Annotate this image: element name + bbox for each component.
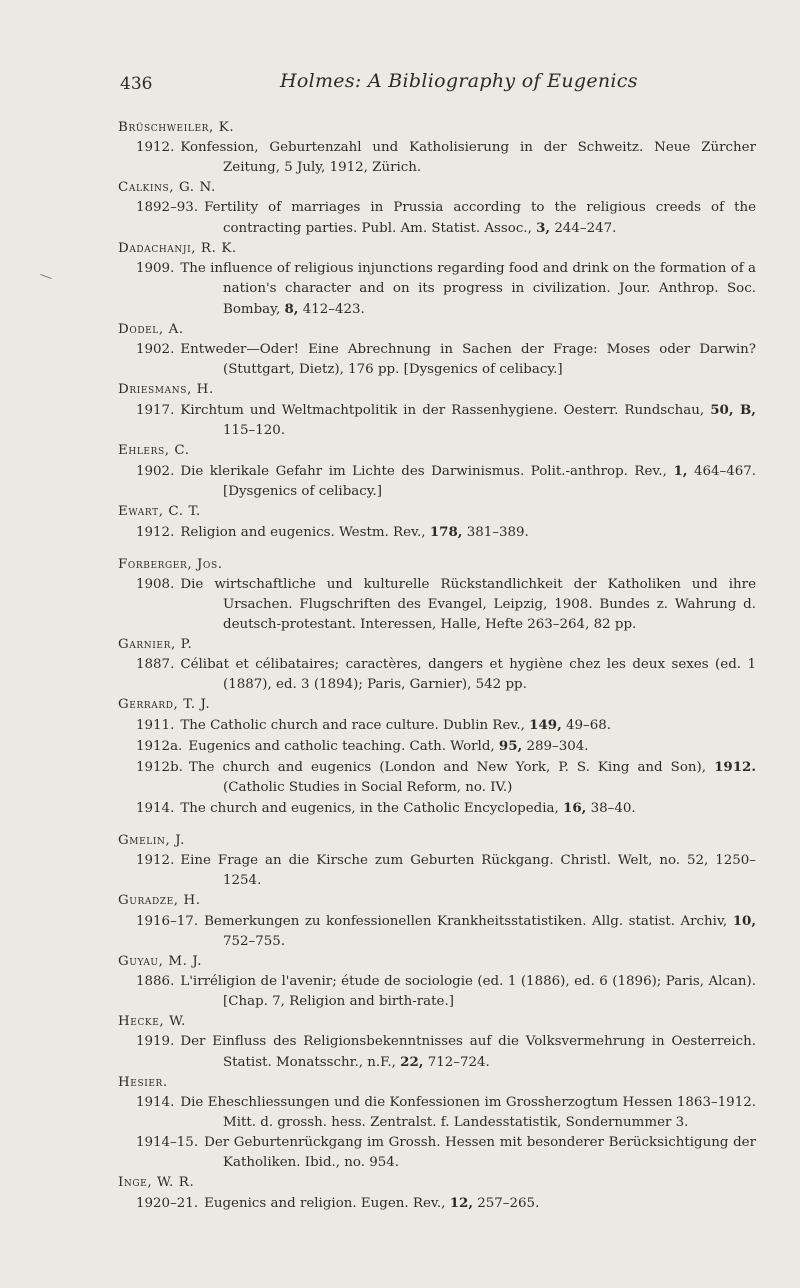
citation-volume: 178,: [429, 524, 463, 540]
entry-citation: [136, 972, 756, 1012]
entry-citation: [136, 198, 756, 239]
citation-pages: 115–120.: [223, 423, 286, 438]
bibliography-entry: [118, 831, 756, 891]
entry-author: Ehlers, C.: [118, 443, 190, 458]
citation-pages: 244–247.: [554, 221, 617, 236]
bibliography-entry: [118, 952, 756, 1012]
citation-volume: 50, B,: [710, 402, 756, 418]
citation-text: Entweder—Oder! Eine Abrechnung in Sachen der Frage: Moses oder Darwin? (Stuttgart, Dietz), 176 pp. [Dysgenics of celibacy.]: [180, 342, 756, 377]
citation-year: 1887.: [136, 657, 175, 672]
entry-author: Guradze, H.: [118, 893, 201, 908]
citation-volume: 3,: [536, 220, 551, 236]
citation-volume: 149,: [529, 717, 562, 733]
entry-citation: [136, 851, 756, 891]
citation-volume: 95,: [498, 738, 523, 754]
page-header: [120, 70, 760, 100]
citation-year: 1886.: [136, 974, 175, 989]
entry-citation: [136, 798, 756, 819]
entry-citation: [136, 461, 756, 502]
bibliography-entry: [118, 320, 756, 380]
citation-text: Der Geburtenrückgang im Grossh. Hessen mit besonderer Berücksichtigung der Katholiken. Ibid., no. 954.: [204, 1135, 756, 1170]
entry-citation: [136, 1193, 756, 1214]
citation-text: Bemerkungen zu konfessionellen Krankheitsstatistiken. Allg. statist. Archiv,: [204, 914, 728, 929]
citation-volume: 22,: [400, 1054, 424, 1070]
bibliography-entry: [118, 1073, 756, 1173]
entry-author: Hesier.: [118, 1075, 168, 1090]
bibliography-entry: [118, 555, 756, 635]
entry-citation: [136, 736, 756, 757]
entry-author: Ewart, C. T.: [118, 504, 201, 519]
citation-text: Die Eheschliessungen und die Konfessionen im Grossherzogtum Hessen 1863–1912. Mitt. d. grossh. hess. Zentralst. f. Landesstatistik, Sondernummer 3.: [180, 1095, 756, 1130]
bibliography-entries: [118, 118, 756, 1214]
citation-text: The church and eugenics, in the Catholic Encyclopedia,: [180, 801, 559, 816]
citation-pages: 752–755.: [223, 934, 286, 949]
bibliography-entry: [118, 178, 756, 239]
citation-text: Religion and eugenics. Westm. Rev.,: [180, 525, 426, 540]
citation-year: 1919.: [136, 1034, 175, 1049]
entry-author: Inge, W. R.: [118, 1175, 195, 1190]
citation-year: 1892–93.: [136, 200, 199, 215]
entry-author: Calkins, G. N.: [118, 180, 216, 195]
citation-year: 1911.: [136, 718, 175, 733]
citation-year: 1917.: [136, 403, 175, 418]
citation-text: The influence of religious injunctions regarding food and drink on the formation of a nation's character and on its progress in civilization. Jour. Anthrop. Soc. Bombay,: [180, 261, 756, 317]
citation-pages: 712–724.: [427, 1055, 490, 1070]
citation-year: 1912.: [136, 140, 175, 155]
citation-text: Eine Frage an die Kirsche zum Geburten Rückgang. Christl. Welt, no. 52, 1250–1254.: [180, 853, 756, 888]
citation-text: The church and eugenics (London and New York, P. S. King and Son),: [188, 760, 707, 775]
citation-volume: 10,: [732, 913, 756, 929]
bibliography-entry: [118, 380, 756, 441]
margin-mark: [40, 274, 52, 279]
citation-text: Eugenics and religion. Eugen. Rev.,: [204, 1196, 446, 1211]
citation-pages: 464–467. [Dysgenics of celibacy.]: [223, 464, 757, 499]
entry-author: Dadachanji, R. K.: [118, 241, 237, 256]
citation-year: 1902.: [136, 342, 175, 357]
bibliography-entry: [118, 891, 756, 952]
entry-citation: [136, 575, 756, 635]
entry-citation: [136, 400, 756, 441]
citation-year: 1902.: [136, 464, 175, 479]
citation-year: 1909.: [136, 261, 175, 276]
entry-citation: [136, 522, 756, 543]
citation-text: L'irréligion de l'avenir; étude de sociologie (ed. 1 (1886), ed. 6 (1896); Paris, Alcan). [Chap. 7, Religion and birth-rate.]: [180, 974, 756, 1009]
citation-pages: 257–265.: [477, 1196, 540, 1211]
citation-volume: 1,: [673, 463, 688, 479]
entry-citation: [136, 259, 756, 320]
citation-text: The Catholic church and race culture. Dublin Rev.,: [180, 718, 525, 733]
citation-pages: (Catholic Studies in Social Reform, no. IV.): [223, 780, 513, 795]
bibliography-entry: [118, 1173, 756, 1214]
citation-volume: 1912.: [714, 759, 756, 775]
page-number: 436: [120, 74, 153, 94]
entry-author: Garnier, P.: [118, 637, 193, 652]
citation-year: 1912.: [136, 525, 175, 540]
entry-author: Gmelin, J.: [118, 833, 185, 848]
entry-citation: [136, 138, 756, 178]
citation-text: Kirchtum und Weltmachtpolitik in der Rassenhygiene. Oesterr. Rundschau,: [180, 403, 705, 418]
entry-author: Dodel, A.: [118, 322, 184, 337]
bibliography-entry: [118, 239, 756, 320]
entry-author: Hecke, W.: [118, 1014, 187, 1029]
entry-citation: [136, 715, 756, 736]
bibliography-entry: [118, 695, 756, 819]
running-title: Holmes: A Bibliography of Eugenics: [280, 70, 638, 92]
citation-text: Konfession, Geburtenzahl und Katholisierung in der Schweitz. Neue Zürcher Zeitung, 5 July, 1912, Zürich.: [180, 140, 756, 175]
citation-text: Die wirtschaftliche und kulturelle Rückstandlichkeit der Katholiken und ihre Ursachen. Flugschriften des Evangel, Leipzig, 1908. Bundes z. Wahrung d. deutsch-protestant. Interessen, Halle, Hefte 263–264, 82 pp.: [180, 577, 756, 632]
citation-pages: 289–304.: [526, 739, 589, 754]
citation-text: Eugenics and catholic teaching. Cath. World,: [188, 739, 495, 754]
entry-citation: [136, 911, 756, 952]
citation-text: Célibat et célibataires; caractères, dangers et hygiène chez les deux sexes (ed. 1 (1887), ed. 3 (1894); Paris, Garnier), 542 pp.: [180, 657, 756, 692]
entry-citation: [136, 340, 756, 380]
citation-year: 1914.: [136, 801, 175, 816]
bibliography-entry: [118, 118, 756, 178]
citation-year: 1912b.: [136, 760, 183, 775]
entry-author: Driesmans, H.: [118, 382, 214, 397]
citation-pages: 412–423.: [302, 302, 365, 317]
entry-citation: [136, 1133, 756, 1173]
citation-year: 1914.: [136, 1095, 175, 1110]
citation-volume: 8,: [284, 301, 299, 317]
citation-volume: 16,: [563, 800, 587, 816]
entry-citation: [136, 1093, 756, 1133]
entry-author: Brüschweiler, K.: [118, 120, 235, 135]
entry-citation: [136, 757, 756, 798]
entry-author: Gerrard, T. J.: [118, 697, 211, 712]
citation-pages: 49–68.: [566, 718, 612, 733]
citation-year: 1916–17.: [136, 914, 199, 929]
citation-year: 1912.: [136, 853, 175, 868]
entry-citation: [136, 655, 756, 695]
citation-year: 1908.: [136, 577, 175, 592]
citation-text: Der Einfluss des Religionsbekenntnisses auf die Volksvermehrung in Oesterreich. Statist. Monatsschr., n.F.,: [180, 1034, 756, 1070]
entry-citation: [136, 1032, 756, 1073]
citation-pages: 381–389.: [466, 525, 529, 540]
citation-year: 1912a.: [136, 739, 183, 754]
bibliography-entry: [118, 1012, 756, 1073]
entry-author: Guyau, M. J.: [118, 954, 203, 969]
bibliography-entry: [118, 502, 756, 543]
citation-volume: 12,: [449, 1195, 473, 1211]
entry-author: Forberger, Jos.: [118, 557, 223, 572]
citation-text: Fertility of marriages in Prussia according to the religious creeds of the contracting parties. Publ. Am. Statist. Assoc.,: [204, 200, 756, 236]
citation-year: 1914–15.: [136, 1135, 199, 1150]
bibliography-entry: [118, 441, 756, 502]
citation-text: Die klerikale Gefahr im Lichte des Darwinismus. Polit.-anthrop. Rev.,: [180, 464, 667, 479]
citation-year: 1920–21.: [136, 1196, 199, 1211]
bibliography-entry: [118, 635, 756, 695]
citation-pages: 38–40.: [590, 801, 636, 816]
